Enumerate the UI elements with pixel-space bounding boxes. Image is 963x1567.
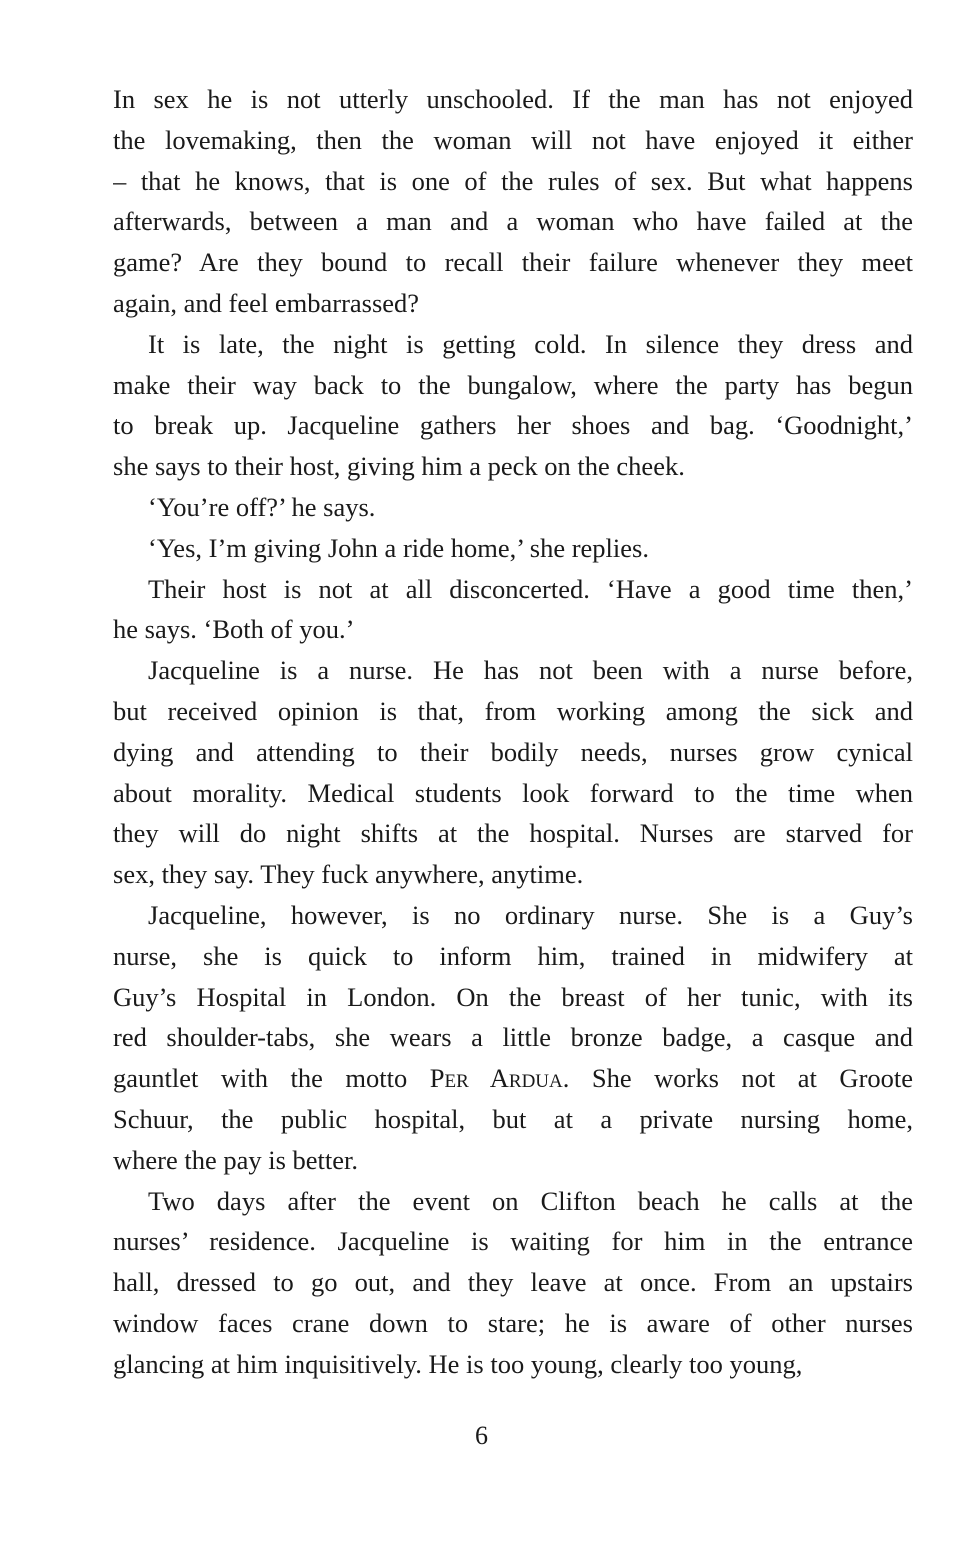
paragraph: [113, 569, 913, 651]
text-line: again, and feel embarrassed?: [113, 287, 420, 318]
text-line: – that he knows, that is one of the rules of sex. But what happens: [113, 165, 913, 196]
text-line: Schuur, the public hospital, but at a private nursing home,: [113, 1103, 913, 1134]
text-line: Guy’s Hospital in London. On the breast of her tunic, with its: [113, 981, 913, 1012]
text-line: make their way back to the bungalow, where the party has begun: [113, 369, 913, 400]
paragraph: [113, 324, 913, 487]
text-line: about morality. Medical students look forward to the time when: [113, 777, 913, 808]
text-line: but received opinion is that, from working among the sick and: [113, 695, 913, 726]
paragraph: [113, 528, 913, 569]
text-line: hall, dressed to go out, and they leave at once. From an upstairs: [113, 1267, 913, 1298]
body-text: [113, 79, 913, 1385]
text-line: sex, they say. They fuck anywhere, anytime.: [113, 859, 584, 890]
text-line: game? Are they bound to recall their failure whenever they meet: [113, 247, 913, 278]
text-line: In sex he is not utterly unschooled. If the man has not enjoyed: [113, 84, 913, 114]
motto-text: Per Ardua: [429, 1063, 563, 1094]
text-line: gauntlet with the motto Per Ardua. She works not at Groote: [113, 1063, 913, 1094]
text-line: dying and attending to their bodily needs, nurses grow cynical: [113, 736, 913, 767]
text-line: Jacqueline, however, is no ordinary nurse. She is a Guy’s: [148, 899, 913, 930]
text-line: to break up. Jacqueline gathers her shoes and bag. ‘Goodnight,’: [113, 410, 913, 441]
text-line: Their host is not at all disconcerted. ‘Have a good time then,’: [148, 573, 913, 604]
paragraph: [113, 650, 913, 895]
text-line: they will do night shifts at the hospital. Nurses are starved for: [113, 818, 913, 849]
text-line: nurses’ residence. Jacqueline is waiting for him in the entrance: [113, 1226, 913, 1257]
text-line: nurse, she is quick to inform him, trained in midwifery at: [113, 940, 913, 971]
text-line: It is late, the night is getting cold. In silence they dress and: [148, 328, 913, 359]
text-line: he says. ‘Both of you.’: [113, 614, 355, 645]
paragraph: [113, 487, 913, 528]
page-number: 6: [475, 1421, 488, 1450]
text-line: ‘Yes, I’m giving John a ride home,’ she replies.: [148, 532, 649, 563]
text-line: window faces crane down to stare; he is aware of other nurses: [113, 1307, 913, 1338]
text-line: glancing at him inquisitively. He is too young, clearly too young,: [113, 1348, 803, 1379]
text-line: the lovemaking, then the woman will not have enjoyed it either: [113, 124, 913, 155]
text-line: Jacqueline is a nurse. He has not been with a nurse before,: [148, 655, 913, 686]
text-line: ‘You’re off?’ he says.: [148, 491, 376, 522]
text-line: Two days after the event on Clifton beach he calls at the: [148, 1185, 913, 1216]
paragraph: [113, 79, 913, 324]
text-line: she says to their host, giving him a peck on the cheek.: [113, 451, 685, 482]
paragraph: [113, 895, 913, 1181]
text-line: where the pay is better.: [113, 1144, 359, 1175]
text-line: red shoulder-tabs, she wears a little bronze badge, a casque and: [113, 1022, 913, 1053]
paragraph: [113, 1181, 913, 1385]
text-line: afterwards, between a man and a woman who have failed at the: [113, 206, 913, 237]
